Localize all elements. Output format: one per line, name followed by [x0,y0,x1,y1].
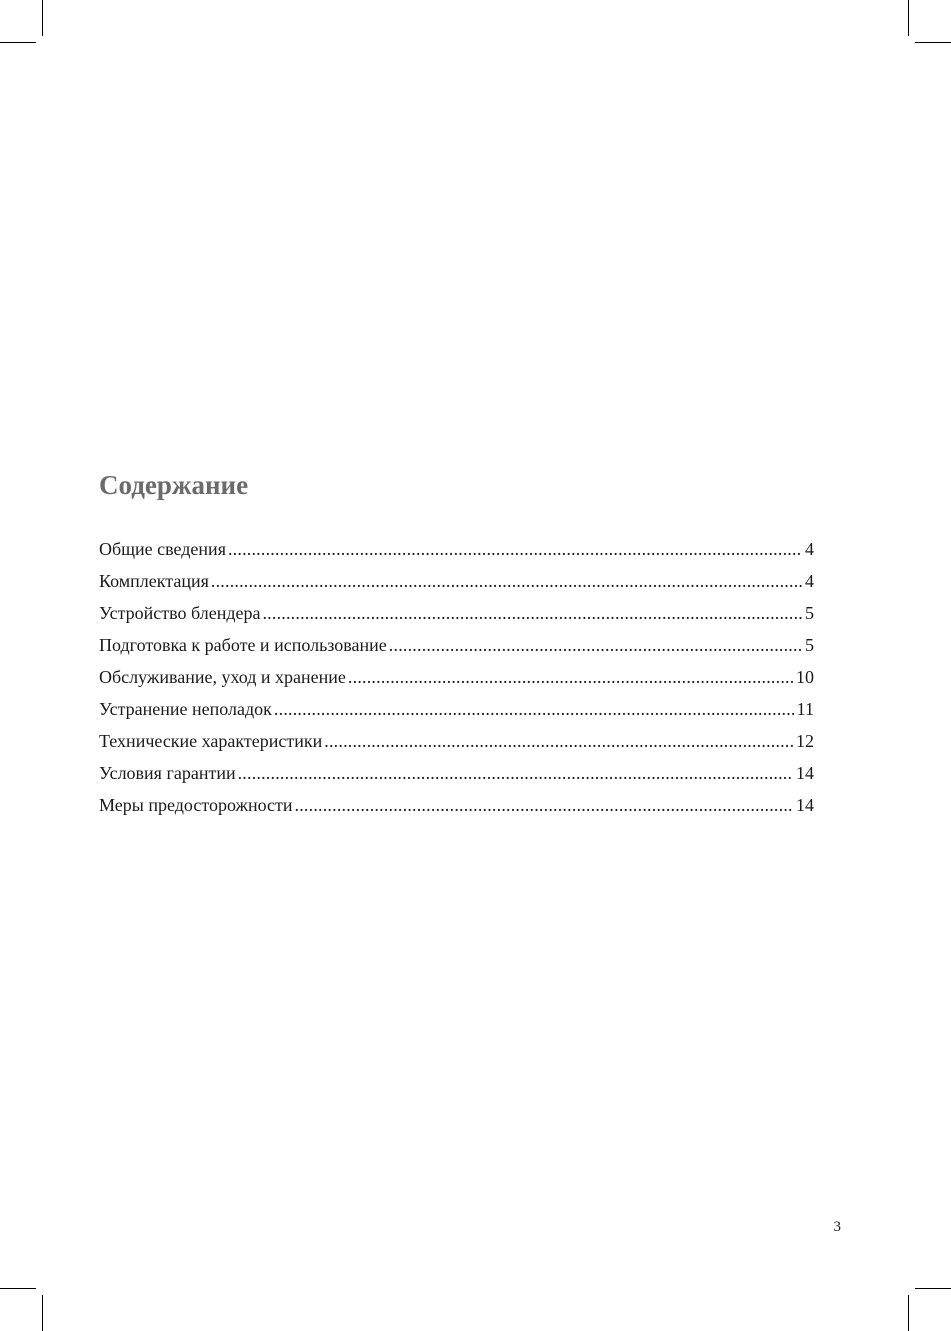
toc-dot-leader [274,693,794,725]
toc-entry-general-info[interactable] [99,533,814,565]
toc-entry-label: Обслуживание, уход и хранение [99,667,346,687]
toc-entry-page: 4 [805,539,814,559]
toc-entry-page: 5 [805,635,814,655]
toc-entry-safety-precautions[interactable] [99,789,814,821]
toc-entry-label: Условия гарантии [99,763,236,783]
toc-dot-leader [348,661,793,693]
crop-mark-bottom-left-horizontal [0,1288,36,1289]
toc-entry-label: Общие сведения [99,539,226,559]
toc-dot-leader [238,757,793,789]
crop-mark-bottom-right-vertical [908,1295,909,1331]
toc-entry-label: Технические характеристики [99,731,323,751]
crop-mark-top-left-horizontal [0,42,36,43]
toc-entry-maintenance-care-storage[interactable] [99,661,814,693]
toc-dot-leader [389,629,802,661]
toc-entry-label: Устранение неполадок [99,699,272,719]
toc-entry-page: 14 [796,795,814,815]
toc-entry-package-contents[interactable] [99,565,814,597]
toc-entry-warranty-terms[interactable] [99,757,814,789]
page-number: 3 [833,1219,841,1235]
toc-entry-specifications[interactable] [99,725,814,757]
toc-entry-page: 10 [796,667,814,687]
page-title: Содержание [99,470,249,500]
toc-dot-leader [295,789,793,821]
toc-entry-page: 5 [805,603,814,623]
toc-entry-page: 11 [796,699,814,719]
toc-dot-leader [211,565,802,597]
toc-entry-label: Подготовка к работе и использование [99,635,387,655]
toc-dot-leader [324,725,793,757]
toc-entry-label: Меры предосторожности [99,795,293,815]
toc-entry-preparation-and-use[interactable] [99,629,814,661]
crop-mark-top-right-vertical [908,0,909,36]
toc-entry-blender-design[interactable] [99,597,814,629]
toc-entry-label: Устройство блендера [99,603,261,623]
toc-entry-label: Комплектация [99,571,209,591]
toc-entry-troubleshooting[interactable] [99,693,814,725]
crop-mark-bottom-left-vertical [42,1295,43,1331]
crop-mark-bottom-right-horizontal [915,1288,951,1289]
crop-mark-top-left-vertical [42,0,43,36]
toc-entry-page: 14 [796,763,814,783]
crop-mark-top-right-horizontal [915,42,951,43]
toc-entry-page: 4 [805,571,814,591]
table-of-contents [99,533,814,821]
toc-dot-leader [228,533,802,565]
toc-dot-leader [262,597,802,629]
toc-entry-page: 12 [796,731,814,751]
